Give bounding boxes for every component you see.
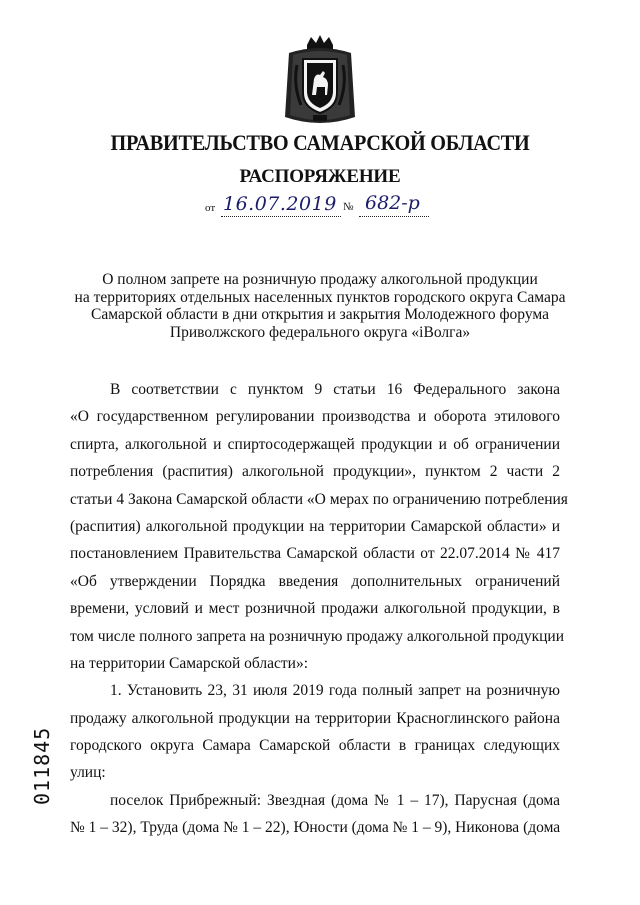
body-line: времени, условий и мест розничной продажи алкогольной продукции, в <box>70 600 560 618</box>
date-prefix: от <box>205 202 216 214</box>
title-line: на территориях отдельных населенных пунктов городского округа Самара <box>74 288 566 306</box>
body-line: № 1 – 32), Труда (дома № 1 – 22), Юности (дома № 1 – 9), Никонова (дома <box>70 819 561 837</box>
number-prefix: № <box>343 201 354 213</box>
body-line: 1. Установить 23, 31 июля 2019 года полный запрет на розничную <box>110 682 560 700</box>
body-line: потребления (распития) алкогольной продукции», пунктом 2 части 2 <box>70 463 560 481</box>
body-line: «Об утверждении Порядка введения дополнительных ограничений <box>70 572 560 590</box>
body-line: постановлением Правительства Самарской области от 22.07.2014 № 417 <box>70 545 560 563</box>
order-date-number-line <box>205 190 445 220</box>
body-line: улиц: <box>70 764 106 782</box>
handwritten-number: 682-р <box>365 192 420 214</box>
body-line: «О государственном регулировании производства и оборота этилового <box>70 408 560 426</box>
body-line: поселок Прибрежный: Звездная (дома № 1 – 17), Парусная (дома <box>110 791 560 809</box>
serial-number-stamp <box>30 715 54 805</box>
body-line: (распития) алкогольной продукции на территории Самарской области» и <box>70 517 560 535</box>
title-line: О полном запрете на розничную продажу алкогольной продукции <box>102 271 538 288</box>
organization-heading: ПРАВИТЕЛЬСТВО САМАРСКОЙ ОБЛАСТИ <box>110 130 530 155</box>
number-underline <box>359 216 429 217</box>
body-line: продажу алкогольной продукции на территории Красноглинского района <box>70 709 560 727</box>
coat-of-arms-icon <box>283 35 357 125</box>
serial-number: 011845 <box>30 726 54 805</box>
title-line: Самарской области в дни открытия и закрытия Молодежного форума <box>91 306 549 323</box>
body-line: В соответствии с пунктом 9 статьи 16 Федерального закона <box>110 381 560 398</box>
document-title <box>60 271 580 341</box>
handwritten-date: 16.07.2019 <box>223 193 337 215</box>
date-underline <box>221 216 341 217</box>
body-line: статьи 4 Закона Самарской области «О мерах по ограничению потребления <box>70 490 568 508</box>
document-type-heading: РАСПОРЯЖЕНИЕ <box>239 166 401 187</box>
body-line: том числе полного запрета на розничную продажу алкогольной продукции <box>70 627 565 645</box>
body-line: на территории Самарской области»: <box>70 654 308 672</box>
body-line: городского округа Самара Самарской области в границах следующих <box>70 737 560 755</box>
title-line: Приволжского федерального округа «iВолга» <box>169 323 471 341</box>
document-body <box>70 376 568 842</box>
body-line: спирта, алкогольной и спиртосодержащей продукции и об ограничении <box>70 435 560 453</box>
